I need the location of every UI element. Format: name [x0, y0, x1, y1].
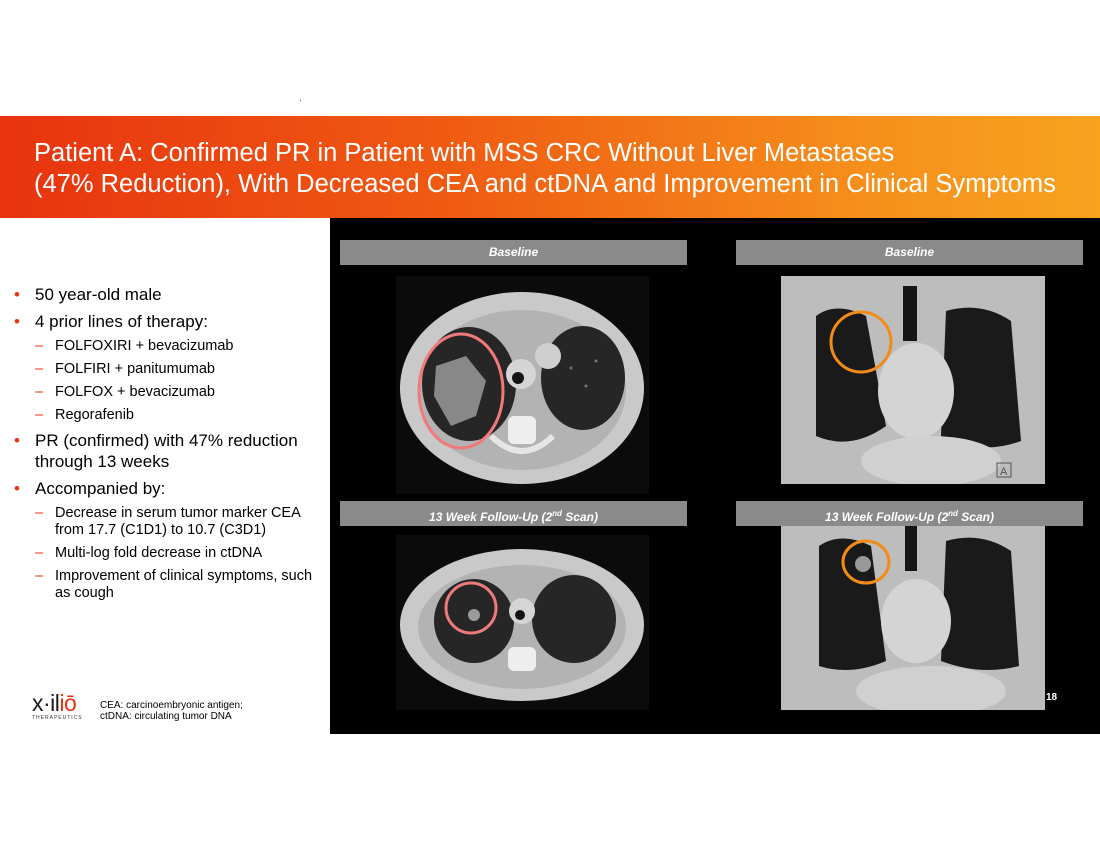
page-number: 18 — [1046, 692, 1058, 703]
ct-scan-baseline-coronal — [781, 276, 1045, 484]
sub-bullet: – FOLFOX + bevacizumab — [14, 384, 314, 401]
caption-baseline-axial: Baseline — [340, 240, 687, 265]
ct-scan-followup-coronal — [781, 526, 1045, 710]
slide-title — [34, 138, 1056, 200]
caption-baseline-coronal: Baseline — [736, 240, 1083, 265]
caption-followup-axial: 13 Week Follow-Up (2nd Scan) — [340, 501, 687, 526]
title-line-1: Patient A: Confirmed PR in Patient with MSS CRC Without Liver Metastases — [34, 139, 895, 167]
sub-bullet: – Improvement of clinical symptoms, such as cough — [14, 568, 314, 602]
logo-text-prefix: x·il — [32, 690, 60, 716]
bullet-pr: • PR (confirmed) with 47% reduction through 13 weeks — [14, 430, 314, 472]
bullet-list — [14, 284, 314, 608]
sub-bullet: – FOLFIRI + panitumumab — [14, 361, 314, 378]
footnote-line-2: ctDNA: circulating tumor DNA — [100, 711, 232, 722]
ct-scan-baseline-axial — [396, 276, 649, 494]
sub-bullet: – FOLFOXIRI + bevacizumab — [14, 338, 314, 355]
footnote-line-1: CEA: carcinoembryonic antigen; — [100, 700, 243, 711]
bullet-age: • 50 year-old male — [14, 284, 314, 305]
bullet-accompanied: • Accompanied by: — [14, 478, 314, 499]
bullet-prior-lines: • 4 prior lines of therapy: — [14, 311, 314, 332]
logo-subtext: THERAPEUTICS — [32, 715, 83, 721]
sub-bullet: – Decrease in serum tumor marker CEA from 17.7 (C1D1) to 10.7 (C3D1) — [14, 505, 314, 539]
scan-label: A — [1000, 466, 1008, 478]
footnote — [100, 700, 243, 722]
xilio-logo — [32, 692, 88, 724]
left-panel — [0, 218, 330, 734]
title-line-2: (47% Reduction), With Decreased CEA and ctDNA and Improvement in Clinical Symptoms — [34, 170, 1056, 198]
ct-scan-followup-axial — [396, 535, 649, 710]
caption-followup-coronal: 13 Week Follow-Up (2nd Scan) — [736, 501, 1083, 526]
sub-bullet: – Regorafenib — [14, 407, 314, 424]
title-banner — [0, 116, 1100, 218]
stray-dot — [300, 100, 301, 101]
sub-bullet: – Multi-log fold decrease in ctDNA — [14, 545, 314, 562]
logo-text-suffix: iō — [59, 690, 77, 716]
